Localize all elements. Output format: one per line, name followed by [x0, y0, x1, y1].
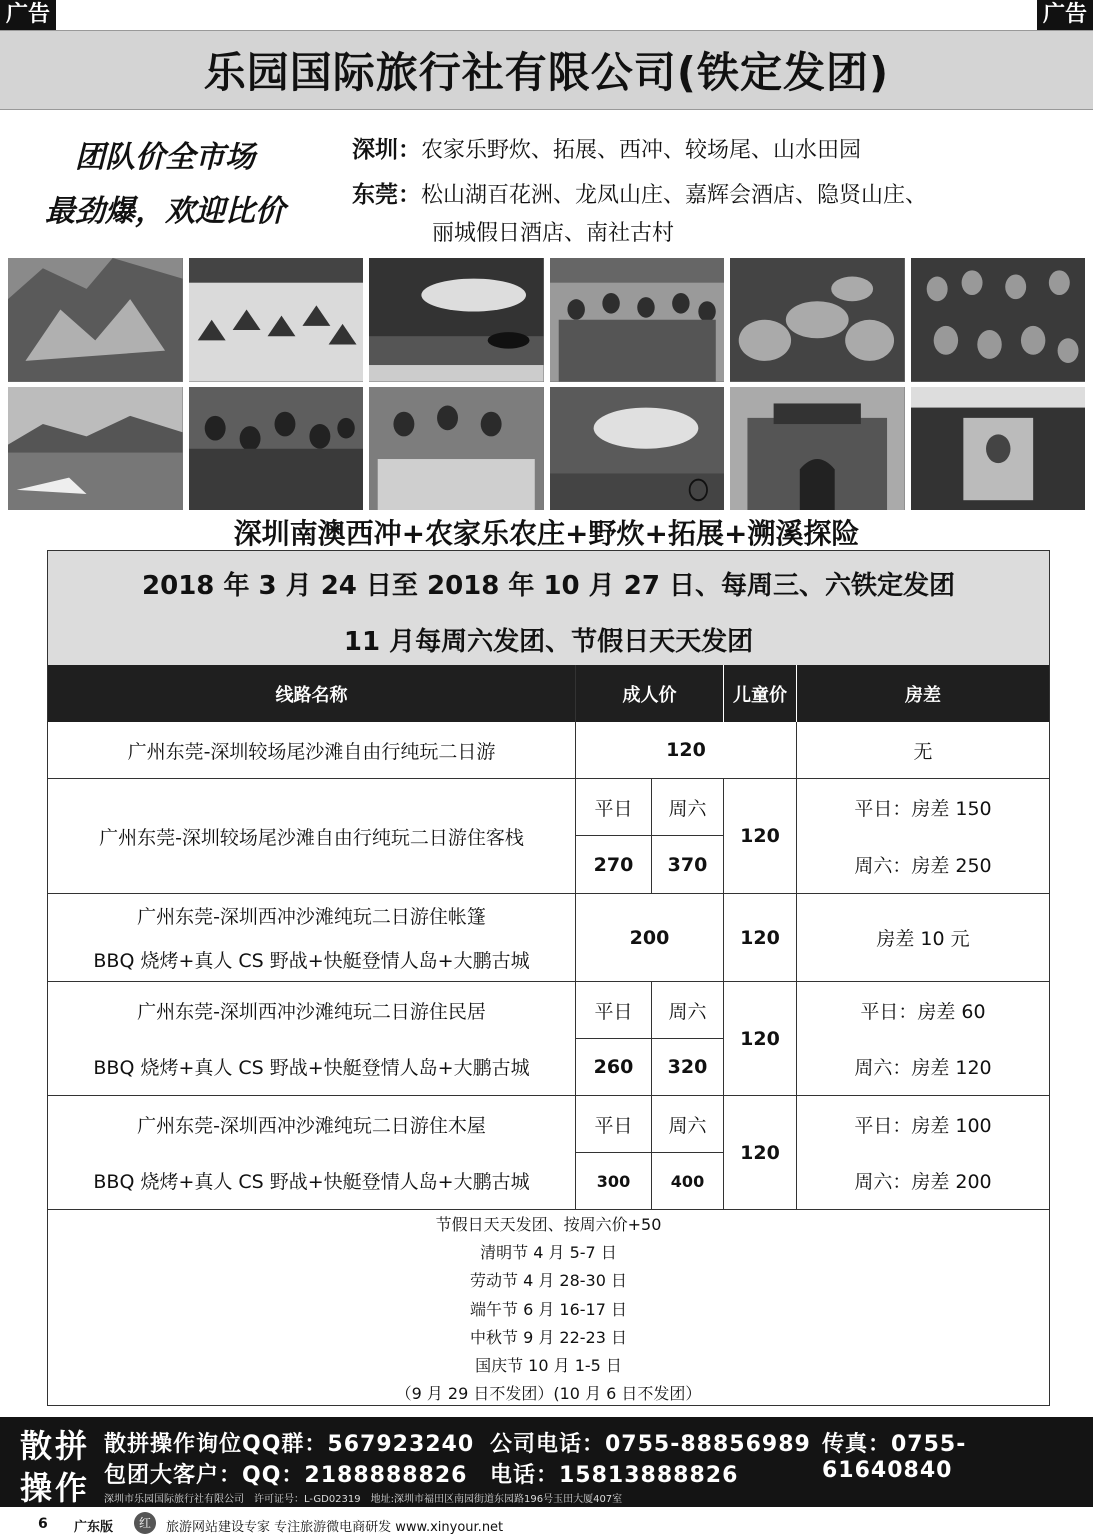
photo-gallery	[8, 258, 1085, 510]
company-address: 深圳市乐园国际旅行社有限公司 许可证号：L-GD02319 地址:深圳市福田区南园街道东园路196号玉田大厦407室	[104, 1494, 623, 1505]
row3-adult-price: 200	[576, 894, 724, 982]
row4-child-price: 120	[724, 982, 797, 1096]
footer-big-2: 操作	[20, 1469, 91, 1507]
note-item: （9 月 29 日不发团）(10 月 6 日不发团）	[395, 1384, 702, 1404]
page-title: 乐园国际旅行社有限公司(铁定发团)	[0, 30, 1093, 110]
row4-route-line1: 广州东莞-深圳西冲沙滩纯玩二日游住民居	[137, 1000, 486, 1023]
note-item: 节假日天天发团、按周六价+50	[435, 1215, 662, 1234]
row5-route	[48, 1096, 576, 1210]
row3-room: 房差 10 元	[797, 894, 1049, 982]
dongguan-destinations	[352, 176, 927, 209]
shenzhen-destinations	[352, 131, 861, 164]
row3-route-line1: 广州东莞-深圳西冲沙滩纯玩二日游住帐篷	[137, 906, 486, 929]
note-item: 端午节 6 月 16-17 日	[469, 1299, 628, 1319]
slogan-line2: 最劲爆，欢迎比价	[45, 194, 285, 229]
route-headline: 深圳南澳西冲+农家乐农庄+野炊+拓展+溯溪探险	[233, 517, 860, 550]
row5-room-saturday: 周六：房差 200	[854, 1171, 992, 1194]
schedule-line2: 11 月每周六发团、节假日天天发团	[343, 627, 754, 657]
row1-route: 广州东莞-深圳较场尾沙滩自由行纯玩二日游	[48, 722, 576, 779]
schedule-banner	[48, 551, 1049, 666]
holiday-notes	[48, 1211, 1049, 1408]
header-adult: 成人价	[576, 665, 724, 722]
row3-route-line2: BBQ 烧烤+真人 CS 野战+快艇登情人岛+大鹏古城	[93, 949, 530, 972]
dongguan-text: 松山湖百花洲、龙凤山庄、嘉辉会酒店、隐贤山庄、	[421, 183, 928, 208]
shenzhen-text: 农家乐野炊、拓展、西冲、较场尾、山水田园	[421, 138, 862, 163]
row1-price: 120	[576, 722, 797, 779]
row3-child-price: 120	[724, 894, 797, 982]
row5-room-weekday: 平日：房差 100	[854, 1114, 992, 1137]
company-phone: 公司电话：0755-88856989	[490, 1432, 811, 1457]
photo-grill-skewers	[911, 258, 1086, 382]
row4-saturday-label: 周六	[652, 982, 724, 1039]
photo-bbq-meat	[730, 258, 905, 382]
row5-route-line1: 广州东莞-深圳西冲沙滩纯玩二日游住木屋	[137, 1114, 486, 1137]
photo-sky-sea	[550, 387, 725, 511]
photo-speedboat	[8, 387, 183, 511]
row2-room-saturday: 周六：房差 250	[854, 855, 992, 877]
row2-room	[797, 779, 1049, 894]
photo-ancient-gate	[730, 387, 905, 511]
row2-child-price: 120	[724, 779, 797, 894]
row2-saturday-price: 370	[652, 836, 724, 894]
row5-room	[797, 1096, 1049, 1210]
red-logo-icon: 红	[134, 1512, 156, 1534]
row5-weekday-price: 300	[576, 1153, 652, 1210]
row4-route	[48, 982, 576, 1096]
page-number: 6	[38, 1516, 48, 1532]
row4-weekday-price: 260	[576, 1039, 652, 1096]
photo-cs-team	[189, 387, 364, 511]
row5-route-line2: BBQ 烧烤+真人 CS 野战+快艇登情人岛+大鹏古城	[93, 1171, 530, 1194]
mobile-phone: 电话：15813888826	[490, 1463, 739, 1488]
price-table	[47, 550, 1050, 1406]
row4-weekday-label: 平日	[576, 982, 652, 1039]
shenzhen-label: 深圳：	[352, 137, 421, 163]
row4-route-line2: BBQ 烧烤+真人 CS 野战+快艇登情人岛+大鹏古城	[93, 1057, 530, 1080]
schedule-line1: 2018 年 3 月 24 日至 2018 年 10 月 27 日、每周三、六铁定发团	[142, 571, 955, 601]
dongguan-destinations-2: 丽城假日酒店、南社古村	[432, 221, 675, 246]
row4-room	[797, 982, 1049, 1096]
row2-weekday-price: 270	[576, 836, 652, 894]
row4-room-saturday: 周六：房差 120	[854, 1057, 992, 1080]
row5-weekday-label: 平日	[576, 1096, 652, 1153]
row4-saturday-price: 320	[652, 1039, 724, 1096]
fax-number: 传真：0755-61640840	[822, 1432, 967, 1483]
photo-beach-tents	[189, 258, 364, 382]
ad-label-left: 广告	[0, 0, 56, 30]
photo-ancestral-hall	[911, 387, 1086, 511]
photo-rocky-cliff	[8, 258, 183, 382]
photo-group-toast	[550, 258, 725, 382]
vip-qq: 包团大客户：QQ：2188888826	[104, 1463, 468, 1488]
row3-route	[48, 894, 576, 982]
header-room: 房差	[797, 665, 1049, 722]
page-bottom-bar	[0, 1510, 1093, 1538]
header-route: 线路名称	[48, 665, 576, 722]
note-item: 清明节 4 月 5-7 日	[480, 1243, 617, 1263]
note-item: 国庆节 10 月 1-5 日	[475, 1356, 622, 1376]
bottom-ad-text: 旅游网站建设专家 专注旅游微电商研发 www.xinyour.net	[166, 1520, 504, 1535]
ad-label-right: 广告	[1037, 0, 1093, 30]
contact-footer	[0, 1417, 1093, 1507]
edition-label: 广东版	[74, 1520, 114, 1535]
note-item: 劳动节 4 月 28-30 日	[469, 1271, 628, 1291]
qq-group: 散拼操作询位QQ群：567923240	[104, 1432, 475, 1457]
row2-saturday-label: 周六	[652, 779, 724, 836]
row2-weekday-label: 平日	[576, 779, 652, 836]
row1-room: 无	[797, 722, 1049, 779]
row5-child-price: 120	[724, 1096, 797, 1210]
row4-room-weekday: 平日：房差 60	[860, 1000, 986, 1023]
row5-saturday-price: 400	[652, 1153, 724, 1210]
header-child: 儿童价	[724, 665, 797, 722]
photo-island-sea	[369, 258, 544, 382]
note-item: 中秋节 9 月 22-23 日	[469, 1327, 628, 1347]
row2-room-weekday: 平日：房差 150	[854, 798, 992, 820]
slogan-line1: 团队价全市场	[75, 140, 255, 175]
row2-route: 广州东莞-深圳较场尾沙滩自由行纯玩二日游住客栈	[48, 779, 576, 894]
footer-big-1: 散拼	[20, 1427, 91, 1465]
dongguan-label: 东莞：	[352, 182, 421, 208]
row5-saturday-label: 周六	[652, 1096, 724, 1153]
photo-dining-group	[369, 387, 544, 511]
